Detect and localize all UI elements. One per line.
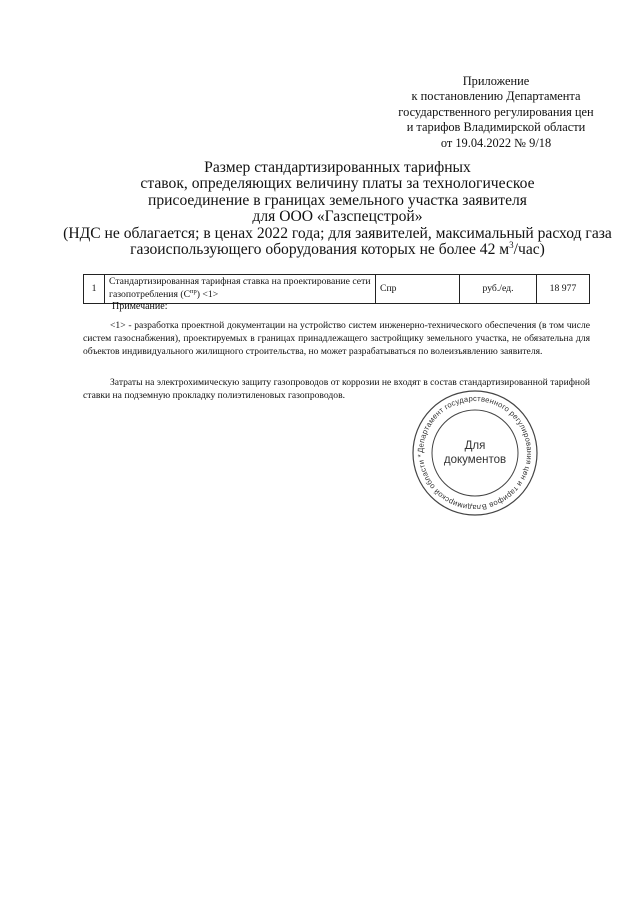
appendix-header — [380, 74, 612, 151]
official-stamp — [410, 388, 540, 518]
document-title — [40, 160, 635, 258]
rate-value-cell: 18 977 — [537, 275, 590, 304]
stamp-ring-text: Департамент государственного регулирования цен и тарифов Владимирской области * — [415, 393, 535, 513]
rate-name: Стандартизированная тарифная ставка на проектирование сети газопотребления (С — [109, 276, 371, 301]
stamp-label — [410, 440, 540, 467]
row-number-cell: 1 — [84, 275, 105, 304]
note-title: Примечание: — [112, 301, 168, 312]
title-text: /час) — [513, 241, 545, 259]
title-line: (НДС не облагается; в ценах 2022 года; для заявителей, максимальный расход газа — [63, 224, 612, 242]
appendix-line: и тарифов Владимирской области — [406, 120, 586, 135]
appendix-line: Приложение — [462, 74, 530, 88]
stamp-label-line: документов — [443, 453, 507, 466]
table-row — [84, 275, 590, 304]
rate-symbol-cell: Спр — [376, 275, 460, 304]
footnote-text: <1> - разработка проектной документации на устройство систем инженерно-технического обеспечения (в том числе систем газоснабжения), проектируемых в границах принадлежащего застройщику земельного участка, не обязательна для объектов индивидуального жилищного строительства, но может разрабатываться по волеизъявлению заявителя. — [83, 320, 590, 357]
appendix-line: от 19.04.2022 № 9/18 — [440, 135, 552, 150]
title-superscript: 3 — [509, 240, 514, 251]
title-line — [40, 242, 635, 258]
title-line: для ООО «Газспецстрой» — [252, 208, 423, 226]
rate-name-cell — [105, 275, 376, 304]
title-line: присоединение в границах земельного участка заявителя — [148, 191, 527, 209]
costs-note-text: Затраты на электрохимическую защиту газопроводов от коррозии не входят в состав стандартизированной тарифной ставки на подземную прокладку полиэтиленовых газопроводов. — [83, 377, 590, 401]
appendix-line: к постановлению Департамента — [411, 89, 581, 104]
rates-table — [83, 274, 590, 304]
stamp-label-line: Для — [464, 440, 486, 452]
title-line: ставок, определяющих величину платы за технологическое — [140, 175, 535, 193]
title-text: газоиспользующего оборудования которых не более 42 м — [130, 241, 510, 259]
title-line: Размер стандартизированных тарифных — [204, 159, 471, 176]
rate-unit-cell: руб./ед. — [460, 275, 537, 304]
rate-name-superscript: пр — [190, 288, 197, 296]
rate-name-suffix: ) <1> — [196, 289, 219, 301]
appendix-line: государственного регулирования цен — [398, 104, 594, 119]
